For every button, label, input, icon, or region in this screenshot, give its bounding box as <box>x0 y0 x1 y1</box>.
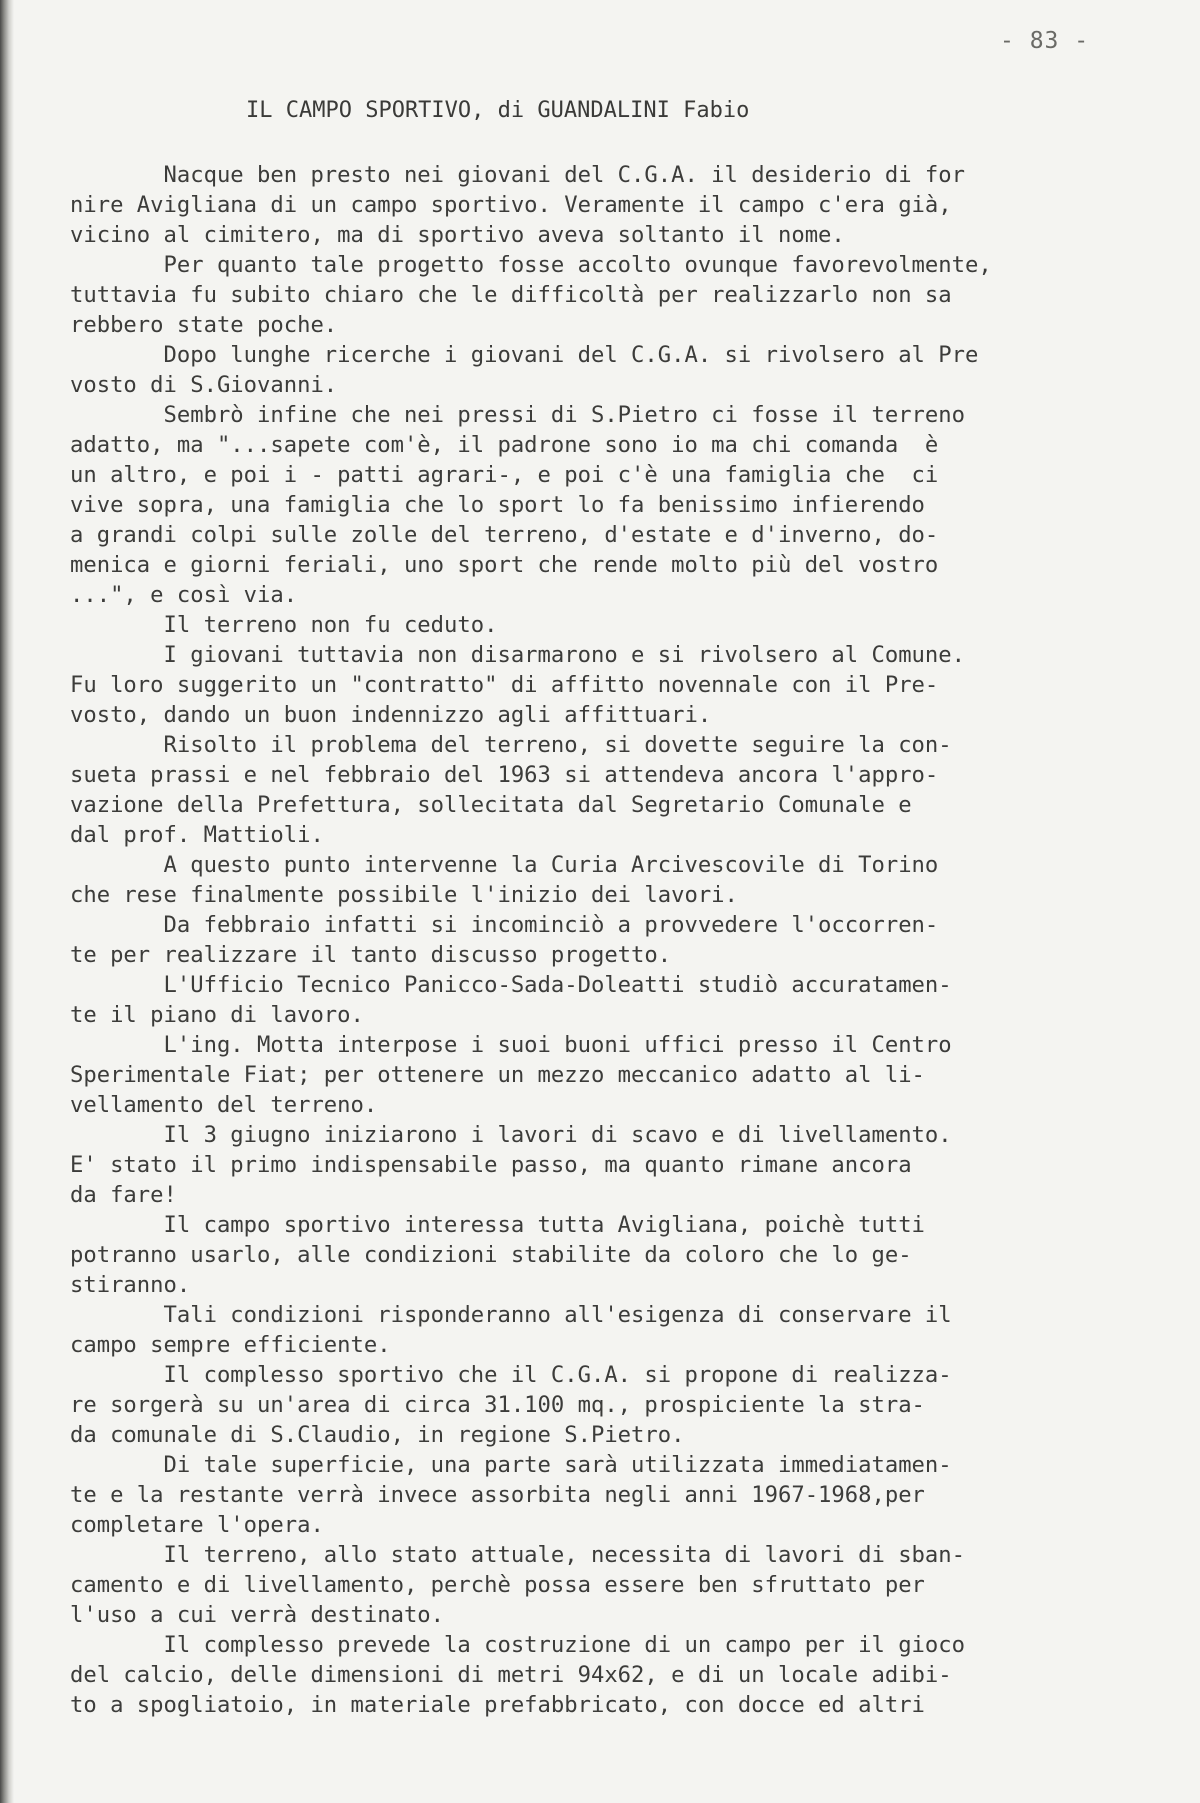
text-line: sueta prassi e nel febbraio del 1963 si attendeva ancora l'appro- <box>70 762 939 788</box>
text-line: a grandi colpi sulle zolle del terreno, d'estate e d'inverno, do- <box>70 522 939 548</box>
text-line: stiranno. <box>70 1272 191 1298</box>
text-line: Per quanto tale progetto fosse accolto ovunque favorevolmente, <box>70 252 992 278</box>
text-line: adatto, ma "...sapete com'è, il padrone sono io ma chi comanda è <box>70 432 939 458</box>
text-line: campo sempre efficiente. <box>70 1332 391 1358</box>
text-line: Dopo lunghe ricerche i giovani del C.G.A. si rivolsero al Pre <box>70 342 979 368</box>
text-line: Sperimentale Fiat; per ottenere un mezzo meccanico adatto al li- <box>70 1062 925 1088</box>
text-line: da comunale di S.Claudio, in regione S.Pietro. <box>70 1422 685 1448</box>
text-line: Il 3 giugno iniziarono i lavori di scavo e di livellamento. <box>70 1122 952 1148</box>
text-line: te per realizzare il tanto discusso progetto. <box>70 942 672 968</box>
text-line: potranno usarlo, alle condizioni stabilite da coloro che lo ge- <box>70 1242 912 1268</box>
text-line: Nacque ben presto nei giovani del C.G.A. il desiderio di for <box>70 162 965 188</box>
text-line: vosto, dando un buon indennizzo agli affittuari. <box>70 702 712 728</box>
text-line: da fare! <box>70 1182 177 1208</box>
text-line: Il complesso prevede la costruzione di un campo per il gioco <box>70 1632 965 1658</box>
text-line: dal prof. Mattioli. <box>70 822 324 848</box>
article-title: IL CAMPO SPORTIVO, di GUANDALINI Fabio <box>246 98 750 123</box>
text-line: l'uso a cui verrà destinato. <box>70 1602 445 1628</box>
text-line: Fu loro suggerito un "contratto" di affitto novennale con il Pre- <box>70 672 939 698</box>
text-line: vicino al cimitero, ma di sportivo aveva soltanto il nome. <box>70 222 845 248</box>
text-line: Tali condizioni risponderanno all'esigenza di conservare il <box>70 1302 952 1328</box>
text-line: L'Ufficio Tecnico Panicco-Sada-Doleatti studiò accuratamen- <box>70 972 952 998</box>
text-line: E' stato il primo indispensabile passo, ma quanto rimane ancora <box>70 1152 912 1178</box>
page-edge-shadow <box>0 0 14 1803</box>
text-line: un altro, e poi i - patti agrari-, e poi c'è una famiglia che ci <box>70 462 939 488</box>
text-line: A questo punto intervenne la Curia Arcivescovile di Torino <box>70 852 939 878</box>
text-line: Di tale superficie, una parte sarà utilizzata immediatamen- <box>70 1452 952 1478</box>
page-number: - 83 - <box>1000 28 1090 54</box>
text-line: te il piano di lavoro. <box>70 1002 364 1028</box>
text-line: vellamento del terreno. <box>70 1092 378 1118</box>
text-line: del calcio, delle dimensioni di metri 94x62, e di un locale adibi- <box>70 1662 952 1688</box>
text-line: vazione della Prefettura, sollecitata dal Segretario Comunale e <box>70 792 912 818</box>
text-line: Da febbraio infatti si incominciò a provvedere l'occorren- <box>70 912 939 938</box>
text-line: to a spogliatoio, in materiale prefabbricato, con docce ed altri <box>70 1692 925 1718</box>
text-line: Il complesso sportivo che il C.G.A. si propone di realizza- <box>70 1362 952 1388</box>
text-line: Il terreno, allo stato attuale, necessita di lavori di sban- <box>70 1542 965 1568</box>
text-line: vive sopra, una famiglia che lo sport lo fa benissimo infierendo <box>70 492 925 518</box>
text-line: I giovani tuttavia non disarmarono e si rivolsero al Comune. <box>70 642 965 668</box>
article-body <box>70 160 1150 1720</box>
text-line: L'ing. Motta interpose i suoi buoni uffici presso il Centro <box>70 1032 952 1058</box>
text-line: te e la restante verrà invece assorbita negli anni 1967-1968,per <box>70 1482 925 1508</box>
text-line: Il terreno non fu ceduto. <box>70 612 498 638</box>
text-line: re sorgerà su un'area di circa 31.100 mq., prospiciente la stra- <box>70 1392 925 1418</box>
text-line: menica e giorni feriali, uno sport che rende molto più del vostro <box>70 552 939 578</box>
text-line: nire Avigliana di un campo sportivo. Veramente il campo c'era già, <box>70 192 952 218</box>
text-line: Sembrò infine che nei pressi di S.Pietro ci fosse il terreno <box>70 402 965 428</box>
text-line: tuttavia fu subito chiaro che le difficoltà per realizzarlo non sa <box>70 282 952 308</box>
text-line: ...", e così via. <box>70 582 298 608</box>
text-line: che rese finalmente possibile l'inizio dei lavori. <box>70 882 738 908</box>
text-line: completare l'opera. <box>70 1512 324 1538</box>
text-line: camento e di livellamento, perchè possa essere ben sfruttato per <box>70 1572 925 1598</box>
text-line: vosto di S.Giovanni. <box>70 372 338 398</box>
text-line: rebbero state poche. <box>70 312 338 338</box>
text-line: Risolto il problema del terreno, si dovette seguire la con- <box>70 732 952 758</box>
text-line: Il campo sportivo interessa tutta Avigliana, poichè tutti <box>70 1212 925 1238</box>
